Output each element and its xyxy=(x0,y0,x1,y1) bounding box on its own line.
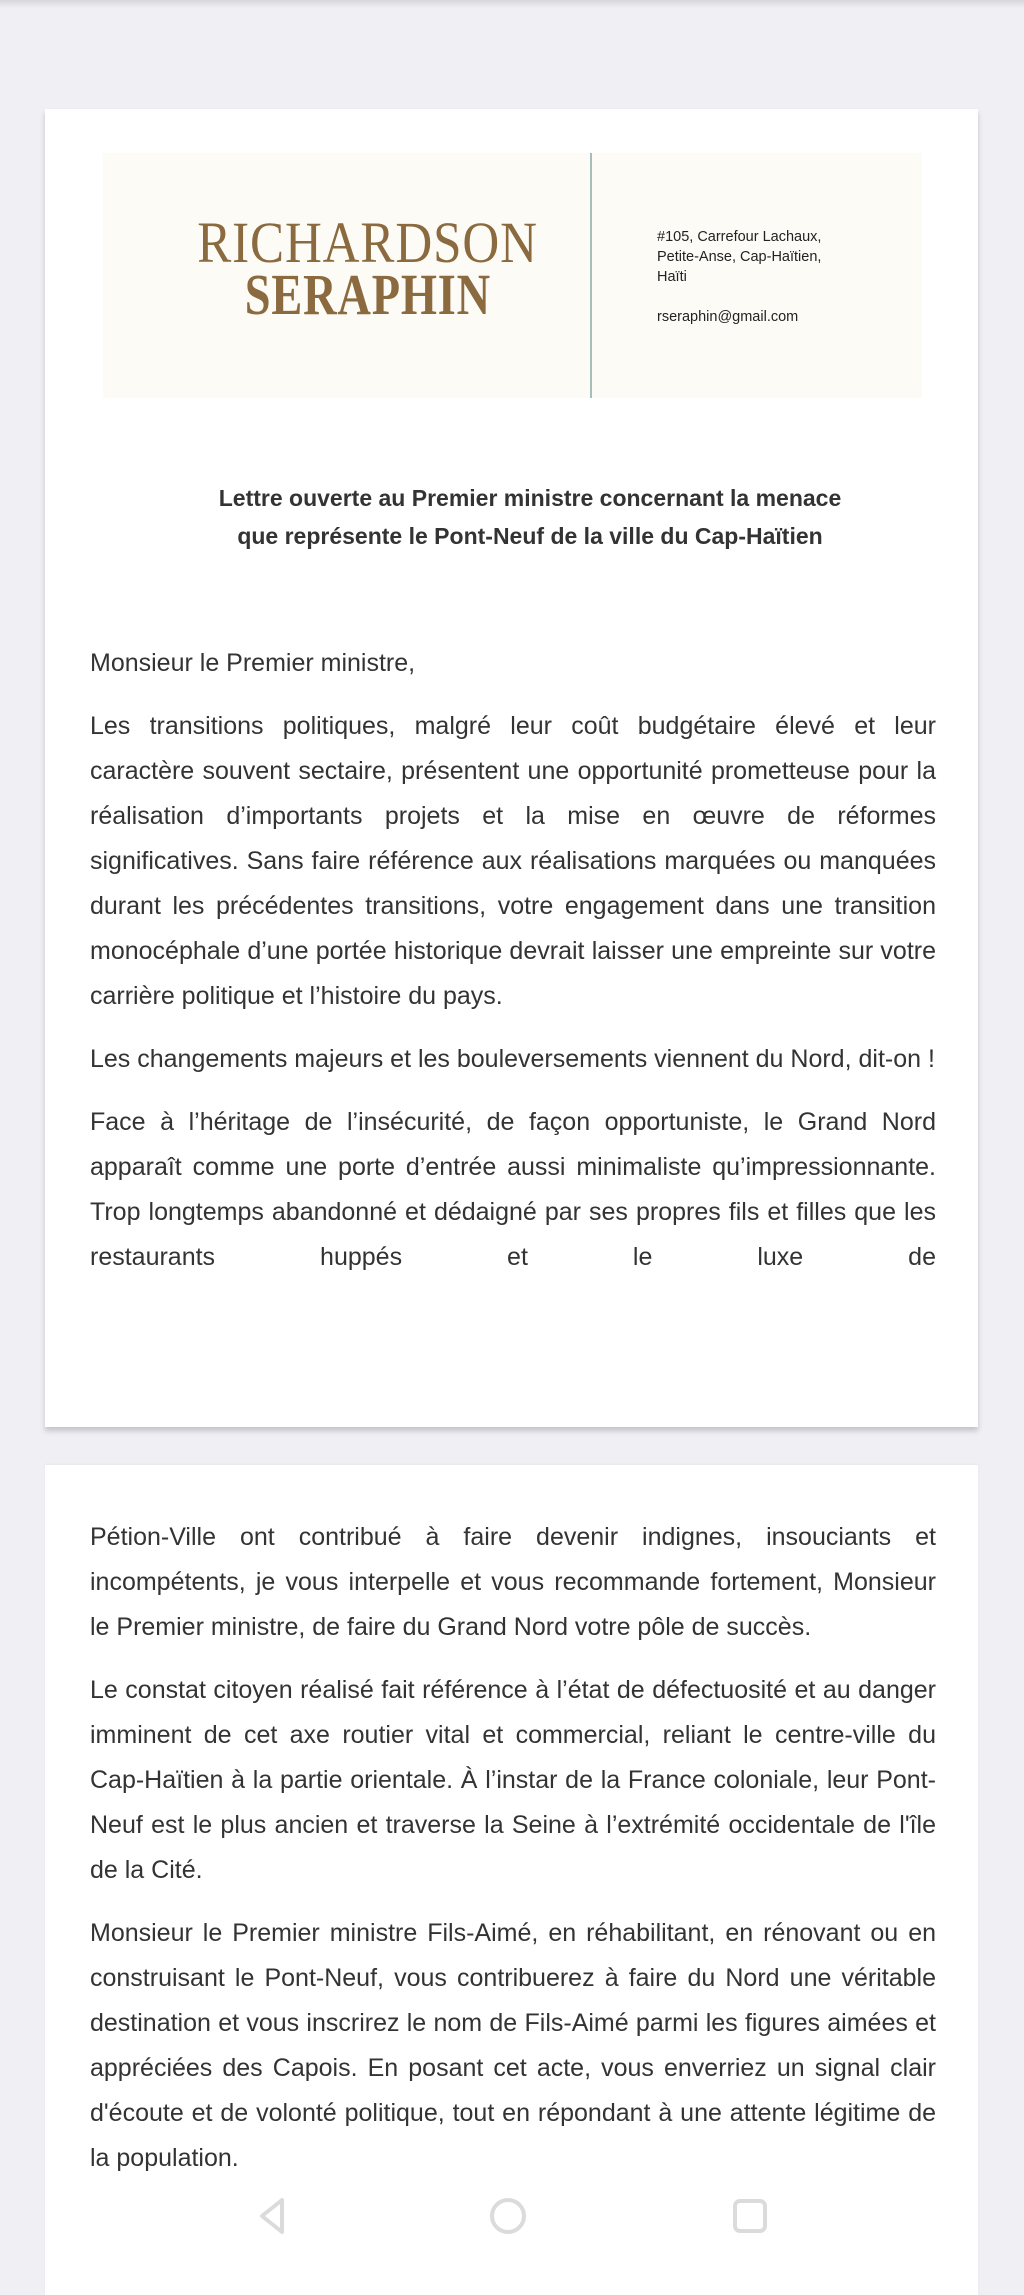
author-name xyxy=(103,153,592,398)
contact-info xyxy=(657,227,821,327)
address-line: Haïti xyxy=(657,269,687,285)
paragraph: Les changements majeurs et les bouleversements viennent du Nord, dit-on ! xyxy=(90,1045,935,1073)
system-navigation-bar xyxy=(0,2188,1024,2248)
home-button[interactable] xyxy=(486,2194,530,2238)
recents-button[interactable] xyxy=(728,2194,772,2238)
letter-body-page-2 xyxy=(90,1515,936,2199)
paragraph: Monsieur le Premier ministre Fils-Aimé, en réhabilitant, en rénovant ou en construisant le Pont-Neuf, vous contribuerez à faire du Nord une véritable destination et vous inscrirez le nom de Fils-Aimé parmi les figures aimées et appréciées des Capois. En posant cet acte, vous enverriez un signal clair d'écoute et de volonté politique, tout en répondant à une attente légitime de la population. xyxy=(90,1919,936,2172)
letterhead-divider xyxy=(590,153,592,398)
status-bar-shadow xyxy=(0,0,1024,8)
back-triangle-icon xyxy=(252,2194,296,2238)
author-last-name: SERAPHIN xyxy=(244,261,491,327)
document-page-1 xyxy=(45,109,978,1427)
letter-title xyxy=(125,479,935,555)
document-page-2 xyxy=(45,1465,978,2295)
paragraph: Face à l’héritage de l’insécurité, de façon opportuniste, le Grand Nord apparaît comme une porte d’entrée aussi minimaliste qu’impressionnante. Trop longtemps abandonné et dédaigné par ses propres fils et filles que les restaurants huppés et le luxe de xyxy=(90,1108,936,1271)
paragraph: Le constat citoyen réalisé fait référence à l’état de défectuosité et au danger imminent de cet axe routier vital et commercial, reliant le centre-ville du Cap-Haïtien à la partie orientale. À l’instar de la France coloniale, leur Pont-Neuf est le plus ancien et traverse la Seine à l’extrémité occidentale de l'île de la Cité. xyxy=(90,1676,936,1884)
back-button[interactable] xyxy=(252,2194,296,2238)
recents-square-icon xyxy=(728,2194,772,2238)
address-line: Petite-Anse, Cap-Haïtien, xyxy=(657,249,822,265)
letter-title-line: Lettre ouverte au Premier ministre concernant la menace xyxy=(218,485,842,511)
salutation: Monsieur le Premier ministre, xyxy=(90,649,416,677)
address-line: #105, Carrefour Lachaux, xyxy=(657,229,822,245)
author-first-name: RICHARDSON xyxy=(197,209,538,275)
letter-title-line: que représente le Pont-Neuf de la ville du Cap-Haïtien xyxy=(237,523,823,549)
email-address: rseraphin@gmail.com xyxy=(657,309,799,325)
paragraph: Pétion-Ville ont contribué à faire devenir indignes, insouciants et incompétents, je vous interpelle et vous recommande fortement, Monsieur le Premier ministre, de faire du Grand Nord votre pôle de succès. xyxy=(90,1523,936,1641)
letterhead xyxy=(103,153,922,398)
letter-body-page-1 xyxy=(90,641,936,1298)
paragraph: Les transitions politiques, malgré leur coût budgétaire élevé et leur caractère souvent sectaire, présentent une opportunité prometteuse pour la réalisation d’importants projets et la mise en œuvre de réformes significatives. Sans faire référence aux réalisations marquées ou manquées durant les précédentes transitions, votre engagement dans une transition monocéphale d’une portée historique devrait laisser une empreinte sur votre carrière politique et l’histoire du pays. xyxy=(90,712,936,1010)
home-circle-icon xyxy=(486,2194,530,2238)
